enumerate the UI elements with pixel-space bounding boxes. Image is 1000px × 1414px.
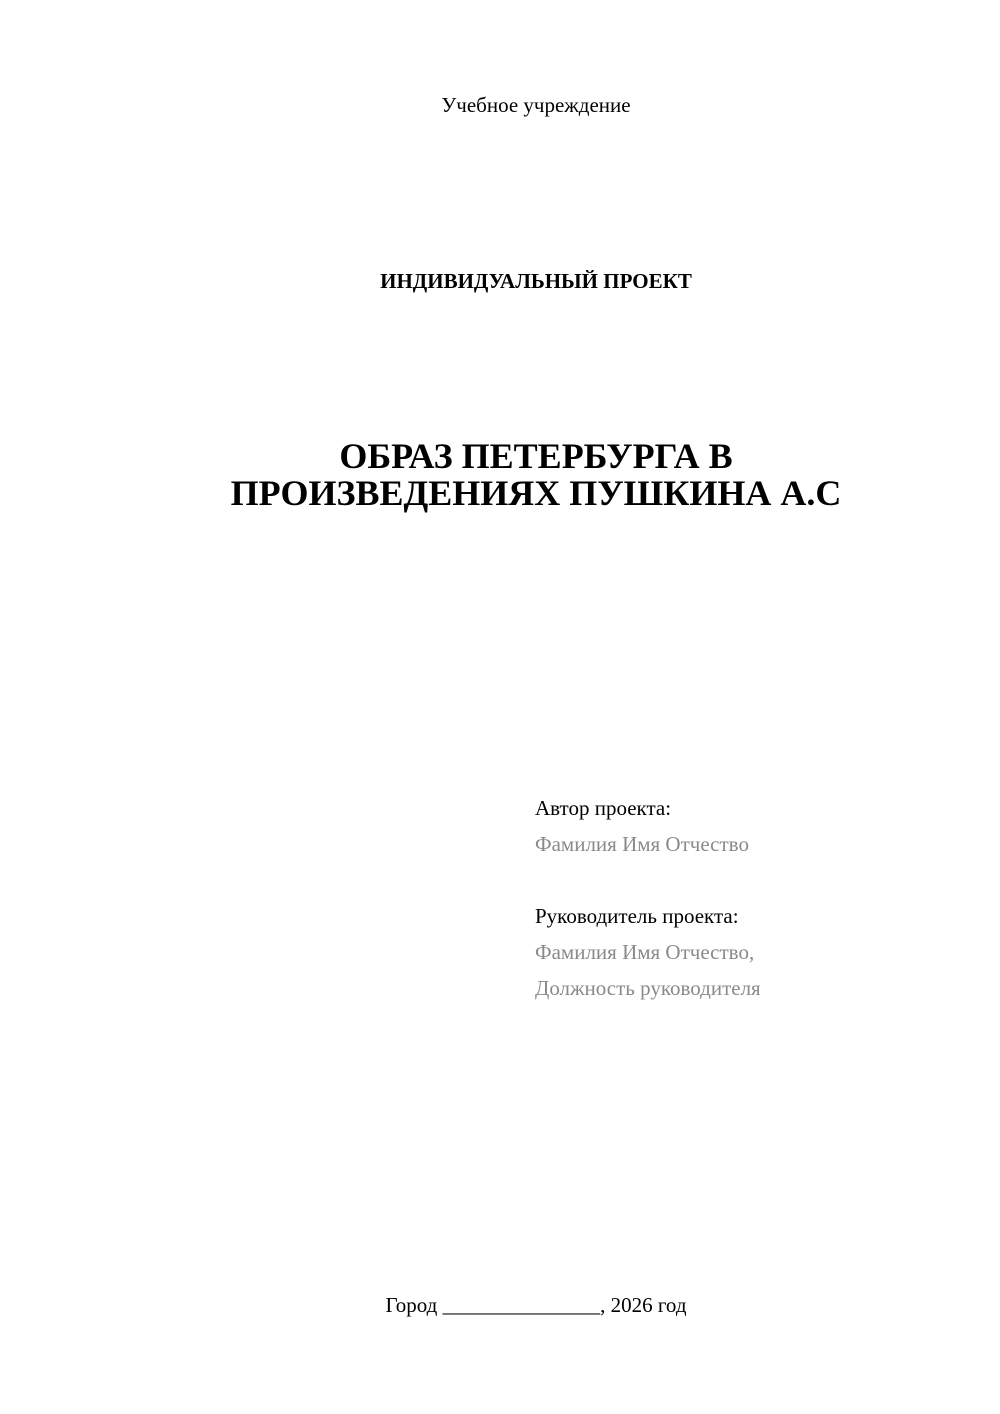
signature-spacer <box>535 862 975 898</box>
signature-block <box>535 790 975 1006</box>
author-name: Фамилия Имя Отчество <box>535 832 749 856</box>
project-title <box>0 438 1000 512</box>
project-title-line-1: ОБРАЗ ПЕТЕРБУРГА В <box>339 436 733 476</box>
document-type: ИНДИВИДУАЛЬНЫЙ ПРОЕКТ <box>380 269 692 293</box>
institution-name: Учебное учреждение <box>441 93 631 117</box>
supervisor-position: Должность руководителя <box>535 976 761 1000</box>
project-title-line-2: ПРОИЗВЕДЕНИЯХ ПУШКИНА А.С <box>230 473 842 513</box>
city-year-line: Город _______________, 2026 год <box>385 1293 687 1317</box>
author-label: Автор проекта: <box>535 796 672 820</box>
supervisor-label: Руководитель проекта: <box>535 904 739 928</box>
supervisor-name: Фамилия Имя Отчество, <box>535 940 755 964</box>
